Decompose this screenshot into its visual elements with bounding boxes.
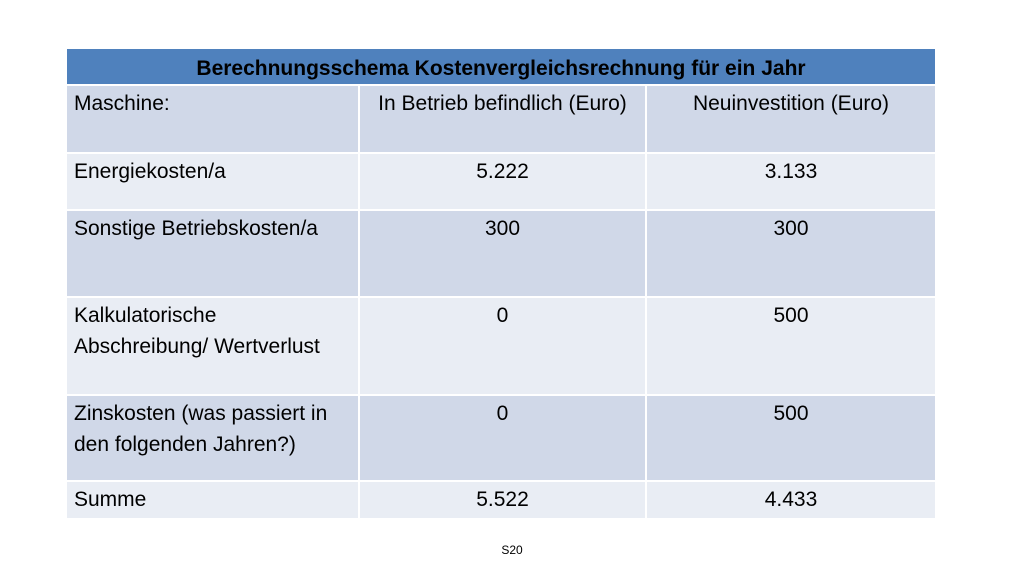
cost-comparison-table bbox=[65, 47, 937, 520]
table-header-row bbox=[66, 85, 936, 153]
table-title: Berechnungsschema Kostenvergleichsrechnung für ein Jahr bbox=[66, 48, 936, 85]
row-value-new: 500 bbox=[646, 395, 936, 481]
slide-number: S20 bbox=[501, 543, 523, 557]
row-label: Energiekosten/a bbox=[66, 153, 359, 210]
table-sum-row bbox=[66, 481, 936, 519]
row-value-new: 500 bbox=[646, 297, 936, 395]
row-value-existing: 5.222 bbox=[359, 153, 646, 210]
row-value-existing: 0 bbox=[359, 395, 646, 481]
sum-value-new: 4.433 bbox=[646, 481, 936, 519]
sum-label: Summe bbox=[66, 481, 359, 519]
row-value-existing: 0 bbox=[359, 297, 646, 395]
sum-value-existing: 5.522 bbox=[359, 481, 646, 519]
row-label: Zinskosten (was passiert in den folgenden Jahren?) bbox=[66, 395, 359, 481]
row-value-existing: 300 bbox=[359, 210, 646, 297]
row-label: Kalkulatorische Abschreibung/ Wertverlust bbox=[66, 297, 359, 395]
header-new-investment: Neuinvestition (Euro) bbox=[646, 85, 936, 153]
header-existing-machine: In Betrieb befindlich (Euro) bbox=[359, 85, 646, 153]
table-row bbox=[66, 395, 936, 481]
row-label: Sonstige Betriebskosten/a bbox=[66, 210, 359, 297]
table-row bbox=[66, 153, 936, 210]
table-row bbox=[66, 210, 936, 297]
table-row bbox=[66, 297, 936, 395]
row-value-new: 300 bbox=[646, 210, 936, 297]
table-title-row bbox=[66, 48, 936, 85]
header-label: Maschine: bbox=[66, 85, 359, 153]
row-value-new: 3.133 bbox=[646, 153, 936, 210]
